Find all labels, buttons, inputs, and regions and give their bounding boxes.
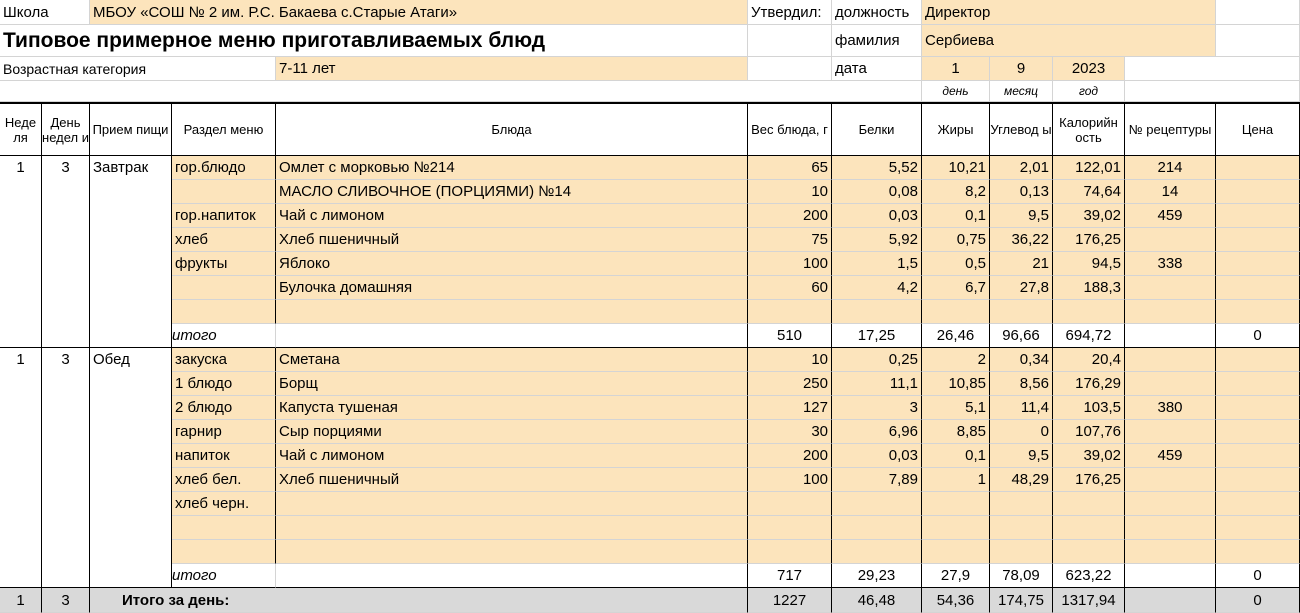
dish-cell[interactable]: Хлеб пшеничный	[276, 228, 748, 252]
section-cell[interactable]: 2 блюдо	[172, 396, 276, 420]
recipe-cell[interactable]: 214	[1125, 156, 1216, 180]
dish-cell[interactable]: Омлет с морковью №214	[276, 156, 748, 180]
date-month[interactable]: 9	[990, 57, 1053, 81]
dish-cell[interactable]: Сыр порциями	[276, 420, 748, 444]
carbs-cell[interactable]: 9,5	[990, 444, 1053, 468]
column-header-dish[interactable]: Блюда	[276, 102, 748, 156]
weight-cell[interactable]: 100	[748, 468, 832, 492]
carbs-cell[interactable]: 11,4	[990, 396, 1053, 420]
fat-cell[interactable]: 8,2	[922, 180, 990, 204]
price-cell[interactable]	[1216, 180, 1300, 204]
protein-cell[interactable]	[832, 540, 922, 564]
total-price[interactable]: 0	[1216, 324, 1300, 348]
weight-cell[interactable]	[748, 540, 832, 564]
price-cell[interactable]	[1216, 540, 1300, 564]
meal-cell[interactable]: Обед	[90, 348, 172, 588]
cell[interactable]	[0, 81, 922, 102]
weight-cell[interactable]: 200	[748, 444, 832, 468]
fat-cell[interactable]: 0,1	[922, 444, 990, 468]
price-cell[interactable]	[1216, 156, 1300, 180]
cell[interactable]	[748, 25, 832, 57]
recipe-cell[interactable]: 459	[1125, 444, 1216, 468]
cell[interactable]	[276, 324, 748, 348]
total-fat[interactable]: 27,9	[922, 564, 990, 588]
price-cell[interactable]	[1216, 252, 1300, 276]
column-header-week[interactable]: Неде ля	[0, 102, 42, 156]
weight-cell[interactable]: 100	[748, 252, 832, 276]
recipe-cell[interactable]	[1125, 540, 1216, 564]
dish-cell[interactable]: Чай с лимоном	[276, 204, 748, 228]
carbs-cell[interactable]: 48,29	[990, 468, 1053, 492]
protein-cell[interactable]: 1,5	[832, 252, 922, 276]
cell[interactable]	[1125, 564, 1216, 588]
day-total-fat[interactable]: 54,36	[922, 588, 990, 613]
weight-cell[interactable]: 75	[748, 228, 832, 252]
calories-cell[interactable]: 94,5	[1053, 252, 1125, 276]
date-label[interactable]: дата	[832, 57, 922, 81]
dish-cell[interactable]: Булочка домашняя	[276, 276, 748, 300]
column-header-section[interactable]: Раздел меню	[172, 102, 276, 156]
protein-cell[interactable]: 0,25	[832, 348, 922, 372]
price-cell[interactable]	[1216, 516, 1300, 540]
dish-cell[interactable]: Сметана	[276, 348, 748, 372]
page-title[interactable]: Типовое примерное меню приготавливаемых блюд	[0, 25, 748, 57]
fat-cell[interactable]	[922, 300, 990, 324]
cell[interactable]	[1216, 25, 1300, 57]
position-value[interactable]: Директор	[922, 0, 1216, 25]
day-caption[interactable]: день	[922, 81, 990, 102]
fat-cell[interactable]: 0,75	[922, 228, 990, 252]
carbs-cell[interactable]: 8,56	[990, 372, 1053, 396]
section-cell[interactable]: хлеб черн.	[172, 492, 276, 516]
cell[interactable]	[1216, 0, 1300, 25]
protein-cell[interactable]	[832, 516, 922, 540]
school-name[interactable]: МБОУ «СОШ № 2 им. Р.С. Бакаева с.Старые Атаги»	[90, 0, 748, 25]
column-header-calories[interactable]: Калорийн ость	[1053, 102, 1125, 156]
dish-cell[interactable]: Яблоко	[276, 252, 748, 276]
fat-cell[interactable]: 0,5	[922, 252, 990, 276]
weight-cell[interactable]	[748, 492, 832, 516]
calories-cell[interactable]: 188,3	[1053, 276, 1125, 300]
fat-cell[interactable]	[922, 540, 990, 564]
section-cell[interactable]	[172, 540, 276, 564]
recipe-cell[interactable]	[1125, 228, 1216, 252]
total-carbs[interactable]: 78,09	[990, 564, 1053, 588]
carbs-cell[interactable]: 9,5	[990, 204, 1053, 228]
carbs-cell[interactable]	[990, 516, 1053, 540]
date-year[interactable]: 2023	[1053, 57, 1125, 81]
cell[interactable]	[1125, 324, 1216, 348]
calories-cell[interactable]	[1053, 540, 1125, 564]
day-total-weekday[interactable]: 3	[42, 588, 90, 613]
recipe-cell[interactable]: 380	[1125, 396, 1216, 420]
day-total-weight[interactable]: 1227	[748, 588, 832, 613]
calories-cell[interactable]: 176,29	[1053, 372, 1125, 396]
fat-cell[interactable]: 10,85	[922, 372, 990, 396]
dish-cell[interactable]	[276, 300, 748, 324]
dish-cell[interactable]	[276, 540, 748, 564]
recipe-cell[interactable]: 459	[1125, 204, 1216, 228]
recipe-cell[interactable]	[1125, 348, 1216, 372]
weekday-cell[interactable]: 3	[42, 348, 90, 588]
total-fat[interactable]: 26,46	[922, 324, 990, 348]
carbs-cell[interactable]: 2,01	[990, 156, 1053, 180]
protein-cell[interactable]: 3	[832, 396, 922, 420]
weight-cell[interactable]: 200	[748, 204, 832, 228]
carbs-cell[interactable]: 27,8	[990, 276, 1053, 300]
total-weight[interactable]: 717	[748, 564, 832, 588]
carbs-cell[interactable]	[990, 492, 1053, 516]
recipe-cell[interactable]	[1125, 300, 1216, 324]
weekday-cell[interactable]: 3	[42, 156, 90, 348]
week-cell[interactable]: 1	[0, 348, 42, 588]
carbs-cell[interactable]	[990, 300, 1053, 324]
calories-cell[interactable]: 107,76	[1053, 420, 1125, 444]
calories-cell[interactable]: 176,25	[1053, 228, 1125, 252]
day-total-protein[interactable]: 46,48	[832, 588, 922, 613]
calories-cell[interactable]: 20,4	[1053, 348, 1125, 372]
protein-cell[interactable]: 7,89	[832, 468, 922, 492]
protein-cell[interactable]: 6,96	[832, 420, 922, 444]
weight-cell[interactable]: 127	[748, 396, 832, 420]
column-header-carbs[interactable]: Углевод ы	[990, 102, 1053, 156]
age-value[interactable]: 7-11 лет	[276, 57, 748, 81]
dish-cell[interactable]: Чай с лимоном	[276, 444, 748, 468]
section-cell[interactable]	[172, 276, 276, 300]
recipe-cell[interactable]	[1125, 468, 1216, 492]
weight-cell[interactable]: 60	[748, 276, 832, 300]
weight-cell[interactable]: 10	[748, 180, 832, 204]
weight-cell[interactable]	[748, 516, 832, 540]
recipe-cell[interactable]	[1125, 492, 1216, 516]
price-cell[interactable]	[1216, 276, 1300, 300]
recipe-cell[interactable]	[1125, 516, 1216, 540]
section-cell[interactable]	[172, 516, 276, 540]
price-cell[interactable]	[1216, 444, 1300, 468]
weight-cell[interactable]	[748, 300, 832, 324]
dish-cell[interactable]: Хлеб пшеничный	[276, 468, 748, 492]
protein-cell[interactable]	[832, 492, 922, 516]
price-cell[interactable]	[1216, 372, 1300, 396]
column-header-protein[interactable]: Белки	[832, 102, 922, 156]
section-cell[interactable]: хлеб	[172, 228, 276, 252]
price-cell[interactable]	[1216, 348, 1300, 372]
calories-cell[interactable]	[1053, 516, 1125, 540]
surname-label[interactable]: фамилия	[832, 25, 922, 57]
dish-cell[interactable]: МАСЛО СЛИВОЧНОЕ (ПОРЦИЯМИ) №14	[276, 180, 748, 204]
protein-cell[interactable]: 0,03	[832, 444, 922, 468]
recipe-cell[interactable]: 338	[1125, 252, 1216, 276]
column-header-weight[interactable]: Вес блюда, г	[748, 102, 832, 156]
carbs-cell[interactable]: 36,22	[990, 228, 1053, 252]
age-label[interactable]: Возрастная категория	[0, 57, 276, 81]
year-caption[interactable]: год	[1053, 81, 1125, 102]
day-total-price[interactable]: 0	[1216, 588, 1300, 613]
calories-cell[interactable]: 39,02	[1053, 204, 1125, 228]
cell[interactable]	[748, 57, 832, 81]
protein-cell[interactable]: 5,92	[832, 228, 922, 252]
meal-cell[interactable]: Завтрак	[90, 156, 172, 348]
dish-cell[interactable]	[276, 516, 748, 540]
total-calories[interactable]: 694,72	[1053, 324, 1125, 348]
calories-cell[interactable]: 103,5	[1053, 396, 1125, 420]
section-cell[interactable]	[172, 300, 276, 324]
fat-cell[interactable]	[922, 516, 990, 540]
weight-cell[interactable]: 30	[748, 420, 832, 444]
carbs-cell[interactable]: 0,13	[990, 180, 1053, 204]
carbs-cell[interactable]: 0,34	[990, 348, 1053, 372]
carbs-cell[interactable]	[990, 540, 1053, 564]
recipe-cell[interactable]	[1125, 276, 1216, 300]
recipe-cell[interactable]	[1125, 372, 1216, 396]
price-cell[interactable]	[1216, 420, 1300, 444]
section-cell[interactable]: гор.блюдо	[172, 156, 276, 180]
total-price[interactable]: 0	[1216, 564, 1300, 588]
cell[interactable]	[276, 564, 748, 588]
school-label[interactable]: Школа	[0, 0, 90, 25]
section-cell[interactable]: фрукты	[172, 252, 276, 276]
protein-cell[interactable]: 0,08	[832, 180, 922, 204]
total-protein[interactable]: 29,23	[832, 564, 922, 588]
fat-cell[interactable]: 5,1	[922, 396, 990, 420]
recipe-cell[interactable]	[1125, 420, 1216, 444]
total-weight[interactable]: 510	[748, 324, 832, 348]
day-total-label[interactable]: Итого за день:	[90, 588, 748, 613]
column-header-price[interactable]: Цена	[1216, 102, 1300, 156]
weight-cell[interactable]: 250	[748, 372, 832, 396]
total-label[interactable]: итого	[172, 564, 276, 588]
column-header-recipe[interactable]: № рецептуры	[1125, 102, 1216, 156]
fat-cell[interactable]: 6,7	[922, 276, 990, 300]
fat-cell[interactable]	[922, 492, 990, 516]
date-day[interactable]: 1	[922, 57, 990, 81]
price-cell[interactable]	[1216, 468, 1300, 492]
weight-cell[interactable]: 10	[748, 348, 832, 372]
column-header-meal[interactable]: Прием пищи	[90, 102, 172, 156]
week-cell[interactable]: 1	[0, 156, 42, 348]
section-cell[interactable]: напиток	[172, 444, 276, 468]
calories-cell[interactable]: 39,02	[1053, 444, 1125, 468]
calories-cell[interactable]	[1053, 492, 1125, 516]
total-carbs[interactable]: 96,66	[990, 324, 1053, 348]
section-cell[interactable]: 1 блюдо	[172, 372, 276, 396]
price-cell[interactable]	[1216, 396, 1300, 420]
cell[interactable]	[1125, 57, 1300, 81]
total-protein[interactable]: 17,25	[832, 324, 922, 348]
section-cell[interactable]: гарнир	[172, 420, 276, 444]
fat-cell[interactable]: 8,85	[922, 420, 990, 444]
fat-cell[interactable]: 0,1	[922, 204, 990, 228]
weight-cell[interactable]: 65	[748, 156, 832, 180]
day-total-carbs[interactable]: 174,75	[990, 588, 1053, 613]
section-cell[interactable]: хлеб бел.	[172, 468, 276, 492]
dish-cell[interactable]	[276, 492, 748, 516]
recipe-cell[interactable]: 14	[1125, 180, 1216, 204]
column-header-weekday[interactable]: День недел и	[42, 102, 90, 156]
price-cell[interactable]	[1216, 204, 1300, 228]
day-total-calories[interactable]: 1317,94	[1053, 588, 1125, 613]
day-total-week[interactable]: 1	[0, 588, 42, 613]
carbs-cell[interactable]: 21	[990, 252, 1053, 276]
protein-cell[interactable]: 4,2	[832, 276, 922, 300]
month-caption[interactable]: месяц	[990, 81, 1053, 102]
protein-cell[interactable]: 11,1	[832, 372, 922, 396]
column-header-fat[interactable]: Жиры	[922, 102, 990, 156]
dish-cell[interactable]: Борщ	[276, 372, 748, 396]
calories-cell[interactable]: 122,01	[1053, 156, 1125, 180]
calories-cell[interactable]: 176,25	[1053, 468, 1125, 492]
calories-cell[interactable]	[1053, 300, 1125, 324]
section-cell[interactable]: закуска	[172, 348, 276, 372]
cell[interactable]	[1125, 588, 1216, 613]
dish-cell[interactable]: Капуста тушеная	[276, 396, 748, 420]
approved-label[interactable]: Утвердил:	[748, 0, 832, 25]
surname-value[interactable]: Сербиева	[922, 25, 1216, 57]
section-cell[interactable]: гор.напиток	[172, 204, 276, 228]
calories-cell[interactable]: 74,64	[1053, 180, 1125, 204]
protein-cell[interactable]	[832, 300, 922, 324]
protein-cell[interactable]: 0,03	[832, 204, 922, 228]
price-cell[interactable]	[1216, 300, 1300, 324]
fat-cell[interactable]: 1	[922, 468, 990, 492]
price-cell[interactable]	[1216, 492, 1300, 516]
carbs-cell[interactable]: 0	[990, 420, 1053, 444]
protein-cell[interactable]: 5,52	[832, 156, 922, 180]
price-cell[interactable]	[1216, 228, 1300, 252]
total-label[interactable]: итого	[172, 324, 276, 348]
fat-cell[interactable]: 10,21	[922, 156, 990, 180]
position-label[interactable]: должность	[832, 0, 922, 25]
cell[interactable]	[1125, 81, 1300, 102]
section-cell[interactable]	[172, 180, 276, 204]
fat-cell[interactable]: 2	[922, 348, 990, 372]
total-calories[interactable]: 623,22	[1053, 564, 1125, 588]
